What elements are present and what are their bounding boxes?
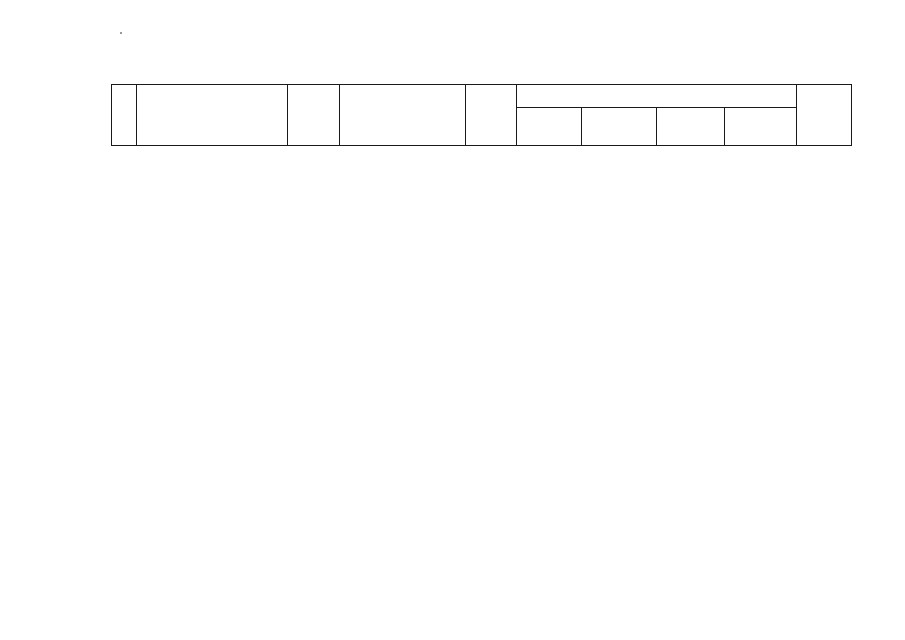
header-volume: [466, 85, 517, 146]
header-cost-group: [517, 85, 797, 108]
scan-dot: [120, 32, 122, 34]
header-address: [137, 85, 288, 146]
header-region: [582, 108, 657, 146]
header-num: [112, 85, 137, 146]
header-period: [797, 85, 852, 146]
header-total: [725, 108, 797, 146]
header-work-type: [340, 85, 466, 146]
repair-cost-table: [111, 84, 852, 146]
header-area: [288, 85, 340, 146]
header-owners: [657, 108, 725, 146]
header-fund: [517, 108, 582, 146]
